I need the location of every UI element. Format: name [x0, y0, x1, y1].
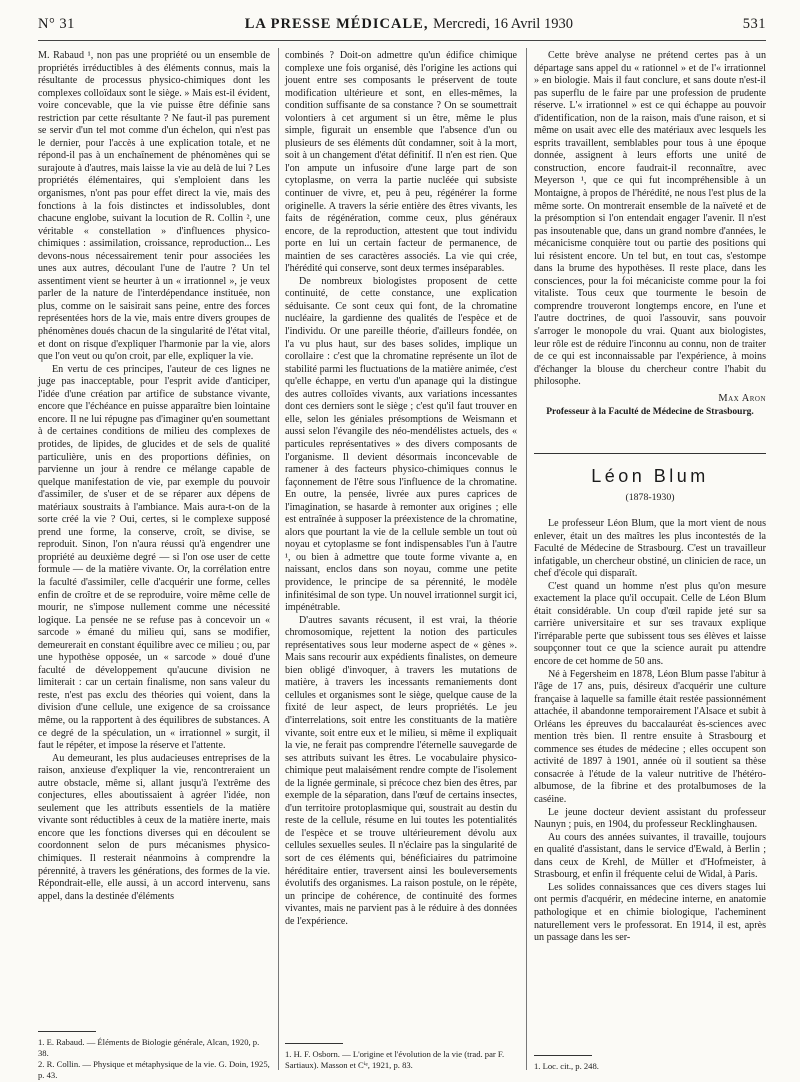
column-3 [534, 50, 766, 419]
obituary-dates: (1878-1930) [625, 492, 675, 503]
issue-date: Mercredi, 16 Avril 1930 [433, 16, 573, 32]
footnote-rule [38, 1031, 96, 1032]
obituary-title: Léon Blum [591, 466, 709, 486]
author-signature: Max Aron [718, 392, 766, 404]
obituary-text [534, 518, 766, 945]
footnote: 1. Loc. cit., p. 248. [534, 1061, 599, 1071]
footnote-rule [285, 1043, 343, 1044]
column-divider [526, 48, 527, 1070]
paragraph: En vertu de ces principes, l'auteur de ces lignes ne juge pas inacceptable, pour l'esprit avide d'anticiper, l'idée d'une création par artifice de substance vivante, encore que l'échéance en puisse apparaître bien lointaine encore. Il ne lui répugne pas d'imaginer qu'en soumettant à de certaines conditions de milieu des complexes de protides, de lipides, de glucides et de sels de qualité particulière, unis en des proportions définies, on parvienne un jour à rendre ce mélange capable de quelque manifestation de vie, par exemple du pouvoir d'assimiler, de s'user et de se réparer aux dépens de matériaux soustraits à l'ambiance. Mais aura-t-on de la sorte créé la vie ? Oui, certes, si le complexe supposé prend une forme, la conserve, croît, se divise, se reproduit. Sinon, l'on n'aura réussi qu'à engendrer une propriété au deuxième degré — si l'on ose user de cette formule — de la matière vivante. Or, la corrélation entre la faculté d'assimiler, celle d'acquérir une forme, celles enfin de croître et de se reproduire, voire même celle de mourir, ne s'impose nullement comme une nécessité logique. La pensée ne se refuse pas à concevoir un « sarcode » émané du milieu qui, sans se modifier, demeurerait en constant équilibre avec ce milieu ; ou, par une hypothèse opposée, un « sarcode » doué d'une faculté de développement qu'aucune division ne limiterait : car un certain finalisme, non sans valeur du reste, n'est pas exclu des théories qui voient, dans la division d'une cellule, une exigence de sa croissance même, ou la rapportent à des équilibres de substances. A ce degré de la spéculation, un « irrationnel » surgit, il faut le répéter, et impose la réserve et l'attente. [38, 363, 270, 752]
paragraph: Le jeune docteur devient assistant du professeur Naunyn ; puis, en 1904, du professeur Recklinghausen. [534, 806, 766, 831]
paragraph: C'est quand un homme n'est plus qu'on mesure exactement la place qu'il occupait. Celle de Léon Blum était considérable. Un coup d'œil rapide jeté sur sa carrière universitaire et sur ses travaux explique l'irréparable perte que subissent tous ses élèves et laisse soupçonner tout ce que la science aurait pu attendre encore de cet homme de 50 ans. [534, 580, 766, 668]
paragraph: Les solides connaissances que ces divers stages lui ont permis d'acquérir, en médecine interne, en anatomie pathologique et en chimie biologique, l'acheminent naturellement vers le professorat. En 1914, il est, après un passage dans les ser- [534, 881, 766, 944]
footnotes-col2 [285, 1043, 517, 1071]
column-1 [38, 50, 270, 903]
paragraph: D'autres savants récusent, il est vrai, la théorie chromosomique, rejettent la notion des particules représentatives sous leur moderne aspect de « gènes ». Mais sans recourir aux expédients finalistes, on demeure bien obligé d'invoquer, à travers les mutations de matière, à travers les incessants remaniements dont cellules et organismes sont le siège, quelque cause de la fixité de leur aspect, de leurs propriétés. Le jeu d'interrelations, soit entre les constituants de la matière vivante, soit entre eux et le milieu, si même il expliquait la vie, ne ferait pas comprendre l'éternelle sauvegarde de ses attributs suivant les êtres. Le vocabulaire physico-chimique peut malaisément rendre compte de l'isolement de la lignée germinale, si précoce chez bien des êtres, par exemple de la séparation, dans l'œuf de certains insectes, d'un territoire protoplasmique qui, soustrait au destin du reste de la cellule, résume en lui toutes les potentialités de l'espèce et se trouve ultérieurement dévolu aux cellules sexuelles seules. Il n'éclaire pas la singularité de sort de ces éléments qui, bénéficiaires du patrimoine héréditaire entier, traversent ainsi les bouleversements évolutifs des organismes. La raison postule, on le répète, un principe de cohérence, de continuité des formes vivantes, mais ne parvient pas à le réduire à des données de l'expérience. [285, 614, 517, 927]
paragraph: combinés ? Doit-on admettre qu'un édifice chimique complexe une fois organisé, dès l'origine les actions qui jouent entre ses composants le préservent de toute modification ultérieure et sont, en elles-mêmes, la condition suffisante de sa constance ? On se soumettrait volontiers à cet argument si un être, même le plus simple, figurait un ensemble que l'absence d'un ou plusieurs de ses éléments dût condamner, soit à la mort, soit à un changement d'état définitif. Il n'en est rien. Que l'on ampute un infusoire d'une large part de son cytoplasme, on verra la partie nucléée qui subsiste continuer de vivre, et, peu à peu, régénérer la forme originelle. A travers la série entière des êtres vivants, les faits de régénération, comme ceux, plus généraux encore, de la reproduction, attestent que tout individu porte en lui un certain facteur de permanence, de maintien de ses caractères associés. La vie qui crée, l'hérédité qui conserve, sont deux termes inséparables. [285, 50, 517, 275]
footnote: 2. R. Collin. — Physique et métaphysique de la vie. G. Doin, 1925, p. 43. [38, 1059, 270, 1080]
author-affiliation: Professeur à la Faculté de Médecine de Strasbourg. [546, 407, 754, 418]
footnote: 1. H. F. Osborn. — L'origine et l'évolution de la vie (trad. par F. Sartiaux). Masson et Cⁱᵉ, 1921, p. 83. [285, 1049, 505, 1070]
paragraph: De nombreux biologistes proposent de cette continuité, de cette constance, une explication séduisante. Ce sont ceux qui font, de la chromatine nucléaire, la gardienne des qualités de l'espèce et de l'individu. Or une pareille théorie, d'ailleurs fondée, on l'a vu plus haut, sur des bases solides, implique un corollaire : c'est que la chromatine représente un îlot de stabilité parmi les fluctuations de la matière animée, c'est qu'elle échappe, en vertu d'un apanage qui la distingue des autres colloïdes vivants, aux variations incessantes dont ces derniers sont le siège ; c'est qu'il faut trouver en elle, selon les géniales présomptions de Weismann et aussi selon l'évangile des néo-mendélistes actuels, des « particules représentatives » des divers composants de l'organisme. Il devient désormais inconcevable de ramener à des facteurs physico-chimiques connus le façonnement de l'être sous l'influence de la chromatine. En outre, la pensée, livrée aux pures caprices de l'imagination, se hasarde à remonter aux origines ; elle est entraînée à supposer la préexistence de la chromatine, alors que pourtant la vie de la cellule semble un tout où noyau et cytoplasme se font indispensables l'un à l'autre ¹, ou bien à admettre que toute forme vivante a, en naissant, enclos dans son noyau, comme une petite providence, le principe de sa pérennité, le modèle infinitésimal de son type. Un nouvel irrationnel surgit ici, impénétrable. [285, 275, 517, 614]
paragraph: Cette brève analyse ne prétend certes pas à un départage sans appel du « rationnel » et de l'« irrationnel » en biologie. Mais il faut conclure, et sans doute n'est-il pas superflu de le faire par une profession de prudente réserve. L'« irrationnel » est ce qui échappe au pouvoir d'identification, non de la raison, mais d'une raison, et si même on usait avec elle des matériaux avec lesquels les esprits travaillent, semblables pour tous à une époque donnée, assignent à leurs efforts une unité de construction, encore faudrait-il reconnaître, avec Meyerson ¹, que ce qui fut incompréhensible à un Montaigne, à propos de l'hérédité, ne nous l'est plus de la même sorte. On montrerait ensemble de la naïveté et de la présomption si l'on entendait engager l'avenir. Il n'est pas insoutenable que, dans un grand nombre d'années, le mécanicisme conquière tout ou partie des positions qui lui résistent encore. Un tel but, en tout cas, s'estompe dans la brume des hypothèses. Il reste place, dans les consciences, pour la foi mécaniciste comme pour la foi vitaliste. Tous ceux que tourmente le besoin de comprendre trouveront longtemps encore, en l'une et l'autre doctrines, de quoi l'assouvir, sans pouvoir s'arroger le monopole du vrai. Quant aux biologistes, leur rôle est de réduire l'inconnu au connu, non de traiter de ce qui est inconnaissable par l'expérience, à moins d'échanger la blouse du chercheur contre l'habit du philosophe. [534, 50, 766, 388]
journal-name: LA PRESSE MÉDICALE, [244, 16, 429, 32]
journal-title [245, 16, 573, 33]
paragraph: Le professeur Léon Blum, que la mort vient de nous enlever, était un des maîtres les plus incontestés de la Faculté de Médecine de Strasbourg. C'est un travailleur infatigable, un chercheur obstiné, un clinicien de race, un chef d'école qui disparaît. [534, 518, 766, 580]
section-rule [534, 453, 766, 454]
column-2 [285, 50, 517, 928]
footnote-rule [534, 1055, 592, 1056]
column-divider [278, 48, 279, 1070]
footnotes-col3 [534, 1055, 766, 1072]
issue-number: N° 31 [38, 16, 75, 32]
footnotes-col1 [38, 1031, 270, 1081]
header-rule [38, 40, 766, 41]
paragraph: Au demeurant, les plus audacieuses entreprises de la raison, anxieuse d'expliquer la vie, rencontreraient un autre obstacle, même si, allant jusqu'à l'extrême des conjectures, elles aboutissaient à agréer l'idée, non seulement que les attributs essentiels de la matière vivante sont réductibles à ceux de la matière inerte, mais encore que les fonctions diverses qui en découlent se coordonnent selon de purs mécanismes physico-chimiques. Il resterait néanmoins à comprendre la pérennité, à travers les générations, des formes de la vie. Répondrait-elle, elle aussi, à un accord intervenu, sans appel, dans la destinée d'éléments [38, 752, 270, 902]
page-number: 531 [742, 16, 766, 32]
page-header [38, 16, 766, 38]
footnote: 1. E. Rabaud. — Éléments de Biologie générale, Alcan, 1920, p. 38. [38, 1037, 260, 1058]
paragraph: Né à Fegersheim en 1878, Léon Blum passe l'abitur à l'âge de 17 ans, puis, désireux d'acquérir une culture française à laquelle sa famille était restée passionnément attachée, il abandonne temporairement l'Alsace et subit à Orléans les épreuves du baccalauréat ès-sciences avec mention très bien. Il rentre ensuite à Strasbourg et commence ses études de médecine ; elles occupent son activité de 1897 à 1901, année où il soutient sa thèse consacrée à l'étude de la valeur nutritive de l'hétéro-albumose, de la fibrine et des protalbumoses de la caséine. [534, 668, 766, 806]
paragraph: Au cours des années suivantes, il travaille, toujours en qualité d'assistant, dans le service d'Ewald, à Berlin ; dans ceux de Krehl, de Müller et d'Hofmeister, à Strasbourg, et enfin il fréquente celui de Widal, à Paris. [534, 831, 766, 881]
paragraph: M. Rabaud ¹, non pas une propriété ou un ensemble de propriétés irréductibles à des éléments connus, mais la résultante de processus physico-chimiques dont les complexes colloïdaux sont le siège. » Mais est-il évident, voire concevable, que la vie puisse être définie sans restriction par cette résultante ? Ne faut-il pas purement se servir d'un tel mot comme d'un échelon, qui n'est pas le dernier, pour l'accès à une explication totale, et ne répond-il pas à un enchaînement de phénomènes qui se surajoute à d'autres, mais laisse la vie au delà de lui ? Les propriétés élémentaires, qui s'emploient dans les organismes, n'ont pas pour effet direct la vie, mais des fonctions à la fois distinctes et indissolubles, dont chacune englobe, suivant la locution de R. Collin ², une véritable « constellation » d'influences physico-chimiques : assimilation, croissance, reproduction... Les devons-nous nécessairement tenir pour associées les unes aux autres, découlant l'une de l'autre ? Un tel assentiment vient se heurter à un « irrationnel », je veux parler de la nature de l'interdépendance instituée, non plus, comme on le saisirait sans peine, entre des forces représentées hors de la vie, mais entre divers groupes de phénomènes doués chacun de la singularité de l'état vital, et dont on risque d'expliquer l'harmonie par la vie, alors que l'on veut ou qu'on croit, par elle, expliquer la vie. [38, 50, 270, 363]
